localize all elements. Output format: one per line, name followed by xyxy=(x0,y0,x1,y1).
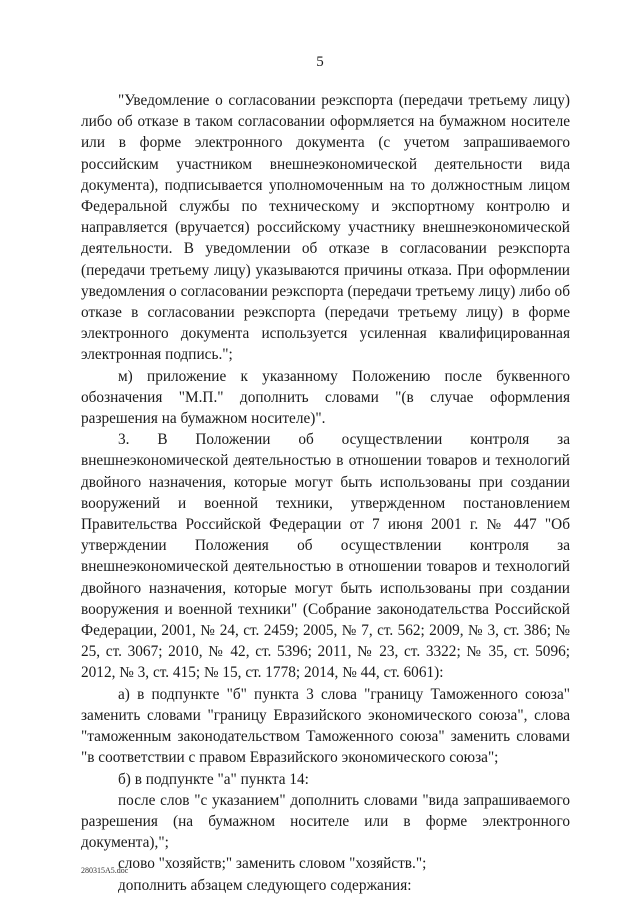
paragraph-m: м) приложение к указанному Положению после буквенного обозначения "М.П." дополнить словами "(в случае оформления разрешения на бумажном носителе)". xyxy=(81,367,570,428)
paragraph-add-abstract: дополнить абзацем следующего содержания: xyxy=(118,876,412,894)
paragraph-notification: "Уведомление о согласовании реэкспорта (передачи третьему лицу) либо об отказе в таком согласовании оформляется на бумажном носителе или в форме электронного документа (с учетом запрашиваемого российским участником внешнеэкономической деятельности вида документа), подписывается уполномоченным на то должностным лицом Федеральной службы по техническому и экспортному контролю и направляется (вручается) российскому участнику внешнеэкономической деятельности. В уведомлении об отказе в согласовании реэкспорта (передачи третьему лицу) указываются причины отказа. При оформлении уведомления о согласовании реэкспорта (передачи третьему лицу) либо об отказе в согласовании реэкспорта (передачи третьему лицу) в форме электронного документа используется усиленная квалифицированная электронная подпись."; xyxy=(81,92,570,364)
document-body xyxy=(81,90,570,896)
file-name-footer: 280315A5.doc xyxy=(81,866,129,875)
paragraph-replace-word: слово "хозяйств;" заменить словом "хозяйств."; xyxy=(118,855,427,873)
paragraph-after-words: после слов "с указанием" дополнить словами "вида запрашиваемого разрешения (на бумажном носителе или в форме электронного документа),"; xyxy=(81,791,570,852)
paragraph-b: б) в подпункте "а" пункта 14: xyxy=(118,770,309,788)
paragraph-3: 3. В Положении об осуществлении контроля за внешнеэкономической деятельностью в отношении товаров и технологий двойного назначения, которые могут быть использованы при создании вооружений и военной техники, утвержденном постановлением Правительства Российской Федерации от 7 июня 2001 г. № 447 "Об утверждении Положения об осуществлении контроля за внешнеэкономической деятельностью в отношении товаров и технологий двойного назначения, которые могут быть использованы при создании вооружения и военной техники" (Собрание законодательства Российской Федерации, 2001, № 24, ст. 2459; 2005, № 7, ст. 562; 2009, № 3, ст. 386; № 25, ст. 3067; 2010, № 42, ст. 5396; 2011, № 23, ст. 3322; № 35, ст. 5096; 2012, № 3, ст. 415; № 15, ст. 1778; 2014, № 44, ст. 6061): xyxy=(81,431,570,682)
paragraph-a: а) в подпункте "б" пункта 3 слова "границу Таможенного союза" заменить словами "границу Евразийского экономического союза", слова "таможенным законодательством Таможенного союза" заменить словами "в соответствии с правом Евразийского экономического союза"; xyxy=(81,685,570,767)
page-number: 5 xyxy=(316,54,324,70)
